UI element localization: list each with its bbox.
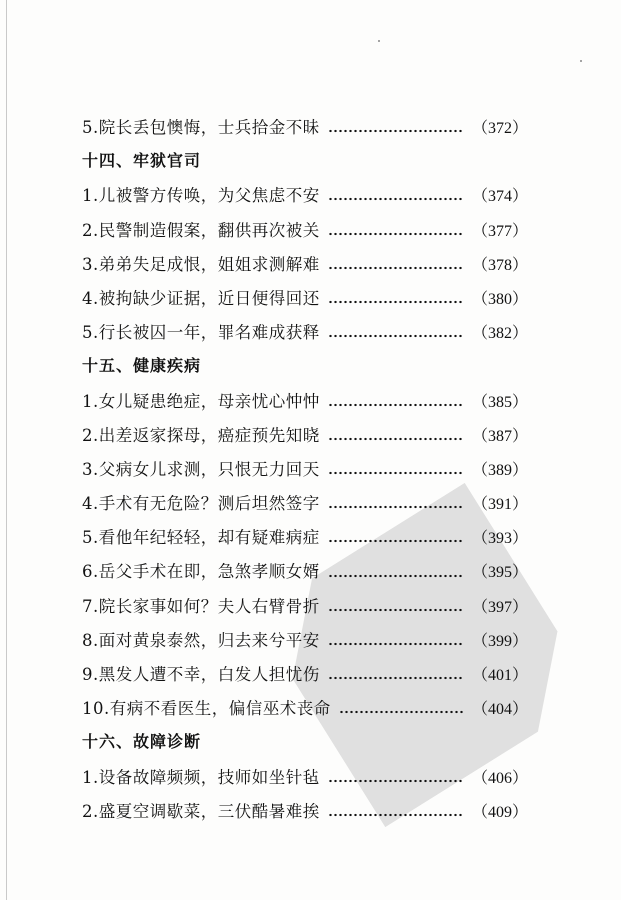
- table-of-contents: [82, 114, 529, 832]
- entry-title: 2.出差返家探母，癌症预先知晓: [82, 425, 320, 445]
- page-number: （391）: [472, 496, 529, 514]
- entry-title: 3.弟弟失足成恨，姐姐求测解难: [82, 254, 320, 274]
- toc-section-heading: [82, 353, 522, 387]
- toc-entry[interactable]: [82, 524, 529, 558]
- entry-title: 5.院长丢包懊悔，士兵拾金不昧: [82, 118, 320, 137]
- page-number: （401）: [472, 667, 529, 684]
- page-number: （380）: [472, 290, 529, 308]
- entry-title: 7.院长家事如何？夫人右臂骨折: [82, 596, 320, 616]
- dot-leader: [328, 574, 464, 578]
- entry-title: 9.黑发人遭不幸，白发人担忧伤: [82, 665, 320, 684]
- entry-title: 4.手术有无危险？测后坦然签字: [82, 494, 320, 514]
- dot-leader: [328, 334, 464, 338]
- toc-entry[interactable]: [82, 558, 529, 592]
- dot-leader: [328, 642, 464, 646]
- dot-leader: [339, 710, 464, 714]
- page-number: （387）: [472, 427, 529, 445]
- page-number: （377）: [472, 222, 529, 240]
- toc-entry[interactable]: [82, 217, 529, 251]
- entry-title: 8.面对黄泉泰然，归去来兮平安: [82, 630, 320, 650]
- toc-entry[interactable]: [82, 182, 529, 216]
- entry-title: 3.父病女儿求测，只恨无力回天: [82, 459, 320, 479]
- section-title: 十六、故障诊断: [82, 732, 202, 752]
- page-number: （404）: [472, 701, 529, 719]
- toc-entry[interactable]: [82, 627, 529, 661]
- dot-leader: [328, 197, 464, 201]
- dot-leader: [328, 676, 464, 680]
- toc-section-heading: [82, 148, 522, 182]
- section-title: 十五、健康疾病: [82, 356, 202, 376]
- page-number: （406）: [472, 769, 529, 787]
- dot-leader: [328, 403, 464, 407]
- dot-leader: [328, 437, 464, 441]
- dot-leader: [328, 813, 464, 817]
- toc-entry[interactable]: [82, 593, 529, 627]
- dot-leader: [328, 608, 464, 612]
- scan-speck: [580, 60, 582, 62]
- entry-title: 1.设备故障频频，技师如坐针毡: [82, 767, 320, 787]
- entry-title: 5.看他年纪轻轻，却有疑难病症: [82, 528, 320, 548]
- toc-entry[interactable]: [82, 285, 529, 319]
- dot-leader: [328, 300, 464, 304]
- page-number: （393）: [472, 530, 529, 548]
- entry-title: 2.民警制造假案，翻供再次被关: [82, 220, 320, 240]
- toc-entry[interactable]: [82, 251, 529, 285]
- toc-entry[interactable]: [82, 114, 529, 148]
- dot-leader: [328, 505, 464, 509]
- dot-leader: [328, 129, 464, 133]
- entry-title: 4.被拘缺少证据，近日便得回还: [82, 288, 320, 308]
- toc-entry[interactable]: [82, 422, 529, 456]
- entry-title: 1.儿被警方传唤，为父焦虑不安: [82, 186, 320, 206]
- toc-entry[interactable]: [82, 490, 529, 524]
- dot-leader: [328, 471, 464, 475]
- page-number: （399）: [472, 632, 529, 650]
- page-number: （389）: [472, 461, 529, 479]
- entry-title: 5.行长被囚一年，罪名难成获释: [82, 323, 320, 343]
- toc-entry[interactable]: [82, 456, 529, 490]
- dot-leader: [328, 232, 464, 236]
- page-number: （385）: [472, 393, 529, 411]
- entry-title: 6.岳父手术在即，急煞孝顺女婿: [82, 562, 320, 582]
- toc-entry[interactable]: [82, 764, 529, 798]
- entry-title: 1.女儿疑患绝症，母亲忧心忡忡: [82, 391, 320, 411]
- page-number: （397）: [472, 598, 529, 616]
- toc-entry[interactable]: [82, 695, 529, 729]
- scan-speck: [378, 40, 380, 42]
- dot-leader: [328, 539, 464, 543]
- toc-entry[interactable]: [82, 798, 529, 832]
- page-number: （374）: [472, 188, 529, 206]
- page-number: （382）: [472, 325, 529, 343]
- page-number: （378）: [472, 256, 529, 274]
- toc-section-heading: [82, 729, 522, 763]
- page-edge: [6, 0, 7, 900]
- entry-title: 10.有病不看医生，偏信巫术丧命: [82, 699, 331, 719]
- toc-entry[interactable]: [82, 388, 529, 422]
- toc-entry[interactable]: [82, 661, 529, 695]
- page-number: （372）: [472, 120, 529, 137]
- dot-leader: [328, 779, 464, 783]
- section-title: 十四、牢狱官司: [82, 151, 202, 171]
- entry-title: 2.盛夏空调歇菜，三伏酷暑难挨: [82, 801, 320, 821]
- page-number: （409）: [472, 803, 529, 821]
- page-number: （395）: [472, 564, 529, 582]
- dot-leader: [328, 266, 464, 270]
- toc-entry[interactable]: [82, 319, 529, 353]
